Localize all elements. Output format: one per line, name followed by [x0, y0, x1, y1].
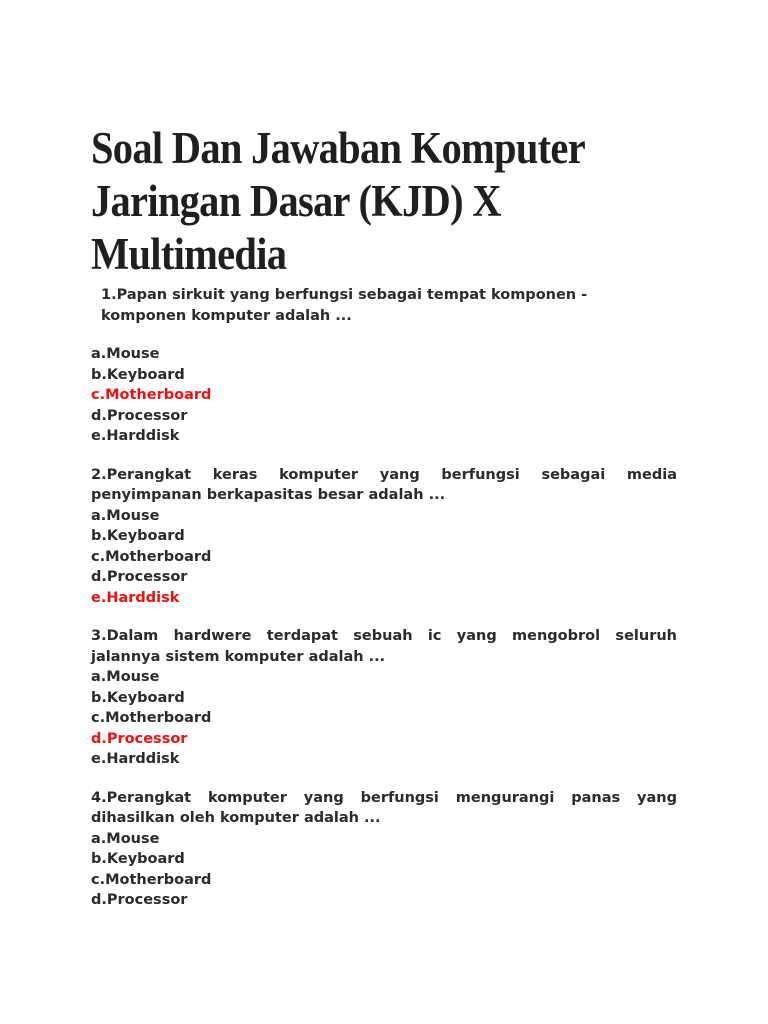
- answer-option: c.Motherboard: [91, 548, 212, 565]
- question-block: [91, 465, 677, 609]
- question-text: 1.Papan sirkuit yang berfungsi sebagai tempat komponen - komponen komputer adalah ...: [101, 287, 588, 324]
- answer-option: a.Mouse: [91, 346, 160, 362]
- question-text: 2.Perangkat keras komputer yang berfungsi sebagai media penyimpanan berkapasitas besar adalah ...: [91, 466, 677, 503]
- answer-option: d.Processor: [91, 892, 188, 908]
- answer-option: a.Mouse: [91, 507, 160, 524]
- correct-answer-option: e.Harddisk: [91, 589, 180, 606]
- answer-option: a.Mouse: [91, 669, 160, 685]
- question-text: 3.Dalam hardwere terdapat sebuah ic yang mengobrol seluruh jalannya sistem komputer adalah ...: [91, 628, 677, 665]
- question-block: [91, 788, 677, 911]
- answer-option: e.Harddisk: [91, 751, 180, 767]
- answer-option: d.Processor: [91, 407, 188, 424]
- answer-option: b.Keyboard: [91, 366, 185, 383]
- answer-option: d.Processor: [91, 569, 188, 585]
- question-list: [91, 285, 677, 911]
- answer-options: [91, 829, 677, 911]
- answer-options: [91, 506, 677, 609]
- question-block: [91, 626, 677, 770]
- correct-answer-option: c.Motherboard: [91, 387, 212, 403]
- correct-answer-option: d.Processor: [91, 730, 188, 747]
- question-block: [91, 285, 677, 447]
- answer-option: b.Keyboard: [91, 851, 185, 867]
- answer-option: a.Mouse: [91, 830, 160, 847]
- answer-option: b.Keyboard: [91, 528, 185, 544]
- answer-option: c.Motherboard: [91, 871, 212, 888]
- document-title: Soal Dan Jawaban Komputer Jaringan Dasar (KJD) X Multimedia: [91, 123, 585, 279]
- answer-option: b.Keyboard: [91, 689, 185, 706]
- question-text: 4.Perangkat komputer yang berfungsi mengurangi panas yang dihasilkan oleh komputer adalah ...: [91, 789, 677, 826]
- answer-options: [91, 344, 677, 447]
- answer-option: e.Harddisk: [91, 428, 180, 444]
- answer-option: c.Motherboard: [91, 710, 212, 726]
- answer-options: [91, 667, 677, 770]
